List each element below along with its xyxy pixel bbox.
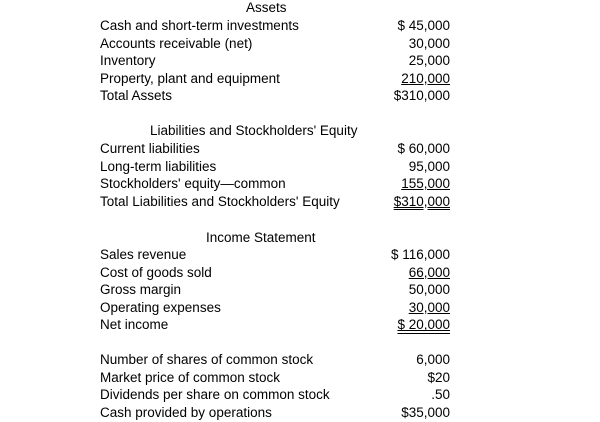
row-value: 95,000 xyxy=(408,158,450,174)
row-value: $ 20,000 xyxy=(397,317,450,333)
liabilities-title: Liabilities and Stockholders' Equity xyxy=(150,123,358,138)
row-label: Stockholders' equity—common xyxy=(100,176,286,192)
row-label: Cash provided by operations xyxy=(100,404,272,420)
row-value: $ 60,000 xyxy=(397,141,450,156)
income-title: Income Statement xyxy=(206,230,316,245)
row-label: Current liabilities xyxy=(100,141,200,156)
row-value: 25,000 xyxy=(408,53,450,69)
liabilities-row-equity xyxy=(100,175,450,193)
row-value: 30,000 xyxy=(408,299,450,315)
other-row-cash-ops xyxy=(100,404,450,422)
row-value: 155,000 xyxy=(401,176,450,192)
row-value: $310,000 xyxy=(393,88,450,104)
row-value: .50 xyxy=(431,387,450,403)
row-label: Long-term liabilities xyxy=(100,158,217,174)
assets-row-cash xyxy=(100,17,450,35)
assets-row-ppe xyxy=(100,70,450,88)
row-value: 30,000 xyxy=(408,35,450,51)
row-label: Market price of common stock xyxy=(100,369,281,385)
row-value: $20 xyxy=(427,369,450,385)
row-value: $ 116,000 xyxy=(390,247,450,262)
liabilities-row-current xyxy=(100,140,450,158)
other-row-dividends xyxy=(100,386,450,404)
row-label: Property, plant and equipment xyxy=(100,70,280,86)
row-value: 6,000 xyxy=(416,352,450,367)
row-value: $ 45,000 xyxy=(397,18,450,33)
row-label: Number of shares of common stock xyxy=(100,352,314,367)
row-label: Gross margin xyxy=(100,282,182,298)
income-row-cogs xyxy=(100,264,450,282)
income-row-sales xyxy=(100,246,450,264)
row-value: $35,000 xyxy=(401,404,450,420)
row-value: 50,000 xyxy=(408,282,450,298)
row-value: 210,000 xyxy=(401,70,450,86)
row-value: 66,000 xyxy=(408,264,450,280)
row-label: Dividends per share on common stock xyxy=(100,387,330,403)
assets-row-receivable xyxy=(100,35,450,53)
row-value: $310,000 xyxy=(393,193,450,209)
row-label: Total Assets xyxy=(100,88,173,104)
row-label: Sales revenue xyxy=(100,247,187,262)
income-row-net xyxy=(100,316,450,334)
other-row-market-price xyxy=(100,369,450,387)
income-row-gross xyxy=(100,281,450,299)
row-label: Inventory xyxy=(100,53,156,69)
assets-row-inventory xyxy=(100,52,450,70)
liabilities-row-total xyxy=(100,193,450,211)
row-label: Cash and short-term investments xyxy=(100,18,299,33)
other-row-shares xyxy=(100,351,450,369)
liabilities-row-longterm xyxy=(100,158,450,176)
row-label: Net income xyxy=(100,317,169,333)
row-label: Accounts receivable (net) xyxy=(100,35,253,51)
income-row-opex xyxy=(100,299,450,317)
row-label: Operating expenses xyxy=(100,299,221,315)
row-label: Cost of goods sold xyxy=(100,264,212,280)
assets-title: Assets xyxy=(246,0,287,15)
row-label: Total Liabilities and Stockholders' Equity xyxy=(100,193,340,209)
assets-row-total xyxy=(100,87,450,105)
